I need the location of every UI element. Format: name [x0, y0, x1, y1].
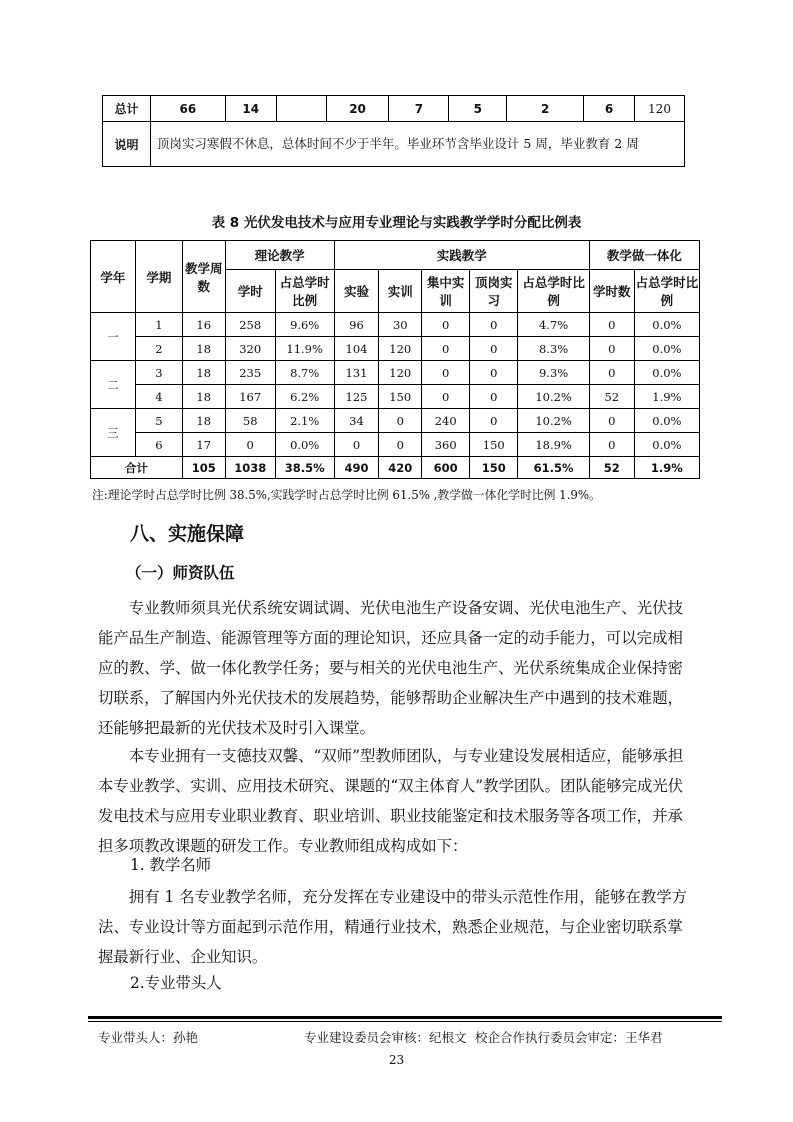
- theory-hours-cell: 167: [225, 385, 275, 409]
- theory-ratio-cell: 2.1%: [275, 409, 334, 433]
- year-cell: 一: [91, 313, 136, 361]
- total-cell: 20: [326, 96, 389, 122]
- summary-note-row: [103, 122, 685, 167]
- theory-hours-cell: 235: [225, 361, 275, 385]
- table-caption: 表 8 光伏发电技术与应用专业理论与实践教学学时分配比例表: [211, 215, 582, 231]
- footer-reviewer: 专业建设委员会审核：纪根文: [304, 1030, 467, 1045]
- theory-hours-cell: 320: [225, 337, 275, 361]
- body-paragraph: 本专业拥有一支德技双馨、“双师”型教师团队，与专业建设发展相适应，能够承担本专业教学、实训、应用技术研究、课题的“双主体育人”教学团队。团队能够完成光伏发电技术与应用专业职业教育、职业培训、职业技能鉴定和技术服务等各项工作，并承担多项教改课题的研发工作。专业教师组成构成如下：: [98, 747, 684, 855]
- experiment-cell: 34: [334, 409, 379, 433]
- integrated-ratio-cell: 0.0%: [634, 313, 699, 337]
- theory-ratio-cell: 11.9%: [275, 337, 334, 361]
- practice-ratio-cell: 10.2%: [518, 409, 590, 433]
- training-cell: 30: [379, 313, 422, 337]
- footer-rule: [88, 1021, 722, 1022]
- integrated-hours-cell: 0: [589, 313, 634, 337]
- experiment-cell: 131: [334, 361, 379, 385]
- note-text: 顶岗实习寒假不休息，总体时间不少于半年。毕业环节含毕业设计 5 周，毕业教育 2 周: [150, 122, 684, 167]
- footer-leader: 专业带头人：孙艳: [98, 1030, 199, 1045]
- total-experiment-cell: 490: [334, 457, 379, 479]
- internship-cell: 0: [470, 337, 518, 361]
- total-row-label: 合计: [91, 457, 183, 479]
- internship-cell: 0: [470, 409, 518, 433]
- experiment-cell: 96: [334, 313, 379, 337]
- summary-total-row: [103, 96, 685, 122]
- table-row: [91, 409, 700, 433]
- total-cell: 66: [150, 96, 225, 122]
- internship-cell: 150: [470, 433, 518, 457]
- experiment-cell: 125: [334, 385, 379, 409]
- footer-rule: [88, 1016, 722, 1019]
- total-cell: 14: [225, 96, 276, 122]
- total-cell: 2: [507, 96, 584, 122]
- list-item-heading: 2.专业带头人: [130, 974, 222, 992]
- table-row: [91, 361, 700, 385]
- header-integrated-hours: 学时数: [589, 270, 634, 313]
- sub-heading: （一）师资队伍: [126, 564, 235, 582]
- total-theory-hours-cell: 1038: [225, 457, 275, 479]
- internship-cell: 0: [470, 361, 518, 385]
- footer-approver: 校企合作执行委员会审定：王华君: [475, 1030, 663, 1045]
- header-integrated: 教学做一体化: [589, 241, 699, 270]
- weeks-cell: 18: [182, 361, 225, 385]
- training-cell: 0: [379, 409, 422, 433]
- term-cell: 4: [135, 385, 182, 409]
- header-integrated-ratio: 占总学时比例: [634, 270, 699, 313]
- summary-table: [102, 95, 685, 167]
- total-internship-cell: 150: [470, 457, 518, 479]
- total-training-cell: 420: [379, 457, 422, 479]
- theory-hours-cell: 258: [225, 313, 275, 337]
- integrated-hours-cell: 0: [589, 433, 634, 457]
- table-row: [91, 337, 700, 361]
- table-row: [91, 385, 700, 409]
- integrated-ratio-cell: 1.9%: [634, 385, 699, 409]
- concentrated-cell: 240: [422, 409, 470, 433]
- term-cell: 2: [135, 337, 182, 361]
- header-theory-ratio: 占总学时比例: [275, 270, 334, 313]
- header-term: 学期: [135, 241, 182, 313]
- total-cell: 6: [584, 96, 635, 122]
- term-cell: 6: [135, 433, 182, 457]
- integrated-hours-cell: 0: [589, 361, 634, 385]
- total-row: [91, 457, 700, 479]
- integrated-ratio-cell: 0.0%: [634, 433, 699, 457]
- total-weeks-cell: 105: [182, 457, 225, 479]
- page-number: 23: [388, 1053, 405, 1067]
- integrated-ratio-cell: 0.0%: [634, 409, 699, 433]
- concentrated-cell: 0: [422, 337, 470, 361]
- integrated-hours-cell: 0: [589, 409, 634, 433]
- training-cell: 0: [379, 433, 422, 457]
- concentrated-cell: 0: [422, 313, 470, 337]
- total-integrated-ratio-cell: 1.9%: [634, 457, 699, 479]
- header-experiment: 实验: [334, 270, 379, 313]
- header-training: 实训: [379, 270, 422, 313]
- experiment-cell: 0: [334, 433, 379, 457]
- theory-ratio-cell: 6.2%: [275, 385, 334, 409]
- weeks-cell: 18: [182, 409, 225, 433]
- header-theory: 理论教学: [225, 241, 334, 270]
- theory-ratio-cell: 8.7%: [275, 361, 334, 385]
- practice-ratio-cell: 8.3%: [518, 337, 590, 361]
- section-heading: 八、实施保障: [130, 523, 245, 545]
- total-practice-ratio-cell: 61.5%: [518, 457, 590, 479]
- theory-ratio-cell: 9.6%: [275, 313, 334, 337]
- integrated-ratio-cell: 0.0%: [634, 337, 699, 361]
- header-theory-hours: 学时: [225, 270, 275, 313]
- hours-allocation-table: [90, 240, 700, 479]
- concentrated-cell: 0: [422, 361, 470, 385]
- header-internship: 顶岗实习: [470, 270, 518, 313]
- total-cell: [276, 96, 326, 122]
- table-row: [91, 433, 700, 457]
- list-item-heading: 1. 教学名师: [130, 856, 212, 874]
- table-row: [91, 313, 700, 337]
- theory-ratio-cell: 0.0%: [275, 433, 334, 457]
- note-label: 说明: [103, 122, 151, 167]
- weeks-cell: 18: [182, 337, 225, 361]
- integrated-hours-cell: 52: [589, 385, 634, 409]
- total-cell: 120: [635, 96, 685, 122]
- internship-cell: 0: [470, 385, 518, 409]
- header-year: 学年: [91, 241, 136, 313]
- practice-ratio-cell: 10.2%: [518, 385, 590, 409]
- total-label: 总计: [103, 96, 151, 122]
- body-paragraph: 拥有 1 名专业教学名师，充分发挥在专业建设中的带头示范性作用，能够在教学方法、专业设计等方面起到示范作用，精通行业技术，熟悉企业规范，与企业密切联系掌握最新行业、企业知识。: [98, 888, 688, 966]
- weeks-cell: 16: [182, 313, 225, 337]
- term-cell: 1: [135, 313, 182, 337]
- header-weeks: 教学周数: [182, 241, 225, 313]
- term-cell: 3: [135, 361, 182, 385]
- practice-ratio-cell: 18.9%: [518, 433, 590, 457]
- total-cell: 7: [389, 96, 449, 122]
- integrated-ratio-cell: 0.0%: [634, 361, 699, 385]
- practice-ratio-cell: 4.7%: [518, 313, 590, 337]
- integrated-hours-cell: 0: [589, 337, 634, 361]
- header-practice: 实践教学: [334, 241, 589, 270]
- body-paragraph: 专业教师须具光伏系统安调试调、光伏电池生产设备安调、光伏电池生产、光伏技能产品生产制造、能源管理等方面的理论知识，还应具备一定的动手能力，可以完成相应的教、学、做一体化教学任务；要与相关的光伏电池生产、光伏系统集成企业保持密切联系，了解国内外光伏技术的发展趋势，能够帮助企业解决生产中遇到的技术难题，还能够把最新的光伏技术及时引入课堂。: [98, 599, 683, 737]
- total-cell: 5: [449, 96, 507, 122]
- total-concentrated-cell: 600: [422, 457, 470, 479]
- experiment-cell: 104: [334, 337, 379, 361]
- practice-ratio-cell: 9.3%: [518, 361, 590, 385]
- internship-cell: 0: [470, 313, 518, 337]
- theory-hours-cell: 58: [225, 409, 275, 433]
- weeks-cell: 17: [182, 433, 225, 457]
- term-cell: 5: [135, 409, 182, 433]
- year-cell: 三: [91, 409, 136, 457]
- concentrated-cell: 0: [422, 385, 470, 409]
- theory-hours-cell: 0: [225, 433, 275, 457]
- total-integrated-hours-cell: 52: [589, 457, 634, 479]
- header-row: [91, 241, 700, 270]
- training-cell: 150: [379, 385, 422, 409]
- training-cell: 120: [379, 337, 422, 361]
- training-cell: 120: [379, 361, 422, 385]
- total-theory-ratio-cell: 38.5%: [275, 457, 334, 479]
- concentrated-cell: 360: [422, 433, 470, 457]
- header-concentrated: 集中实训: [422, 270, 470, 313]
- header-practice-ratio: 占总学时比例: [518, 270, 590, 313]
- weeks-cell: 18: [182, 385, 225, 409]
- year-cell: 二: [91, 361, 136, 409]
- table-note: 注:理论学时占总学时比例 38.5%,实践学时占总学时比例 61.5% ,教学做一体化学时比例 1.9%。: [92, 488, 601, 502]
